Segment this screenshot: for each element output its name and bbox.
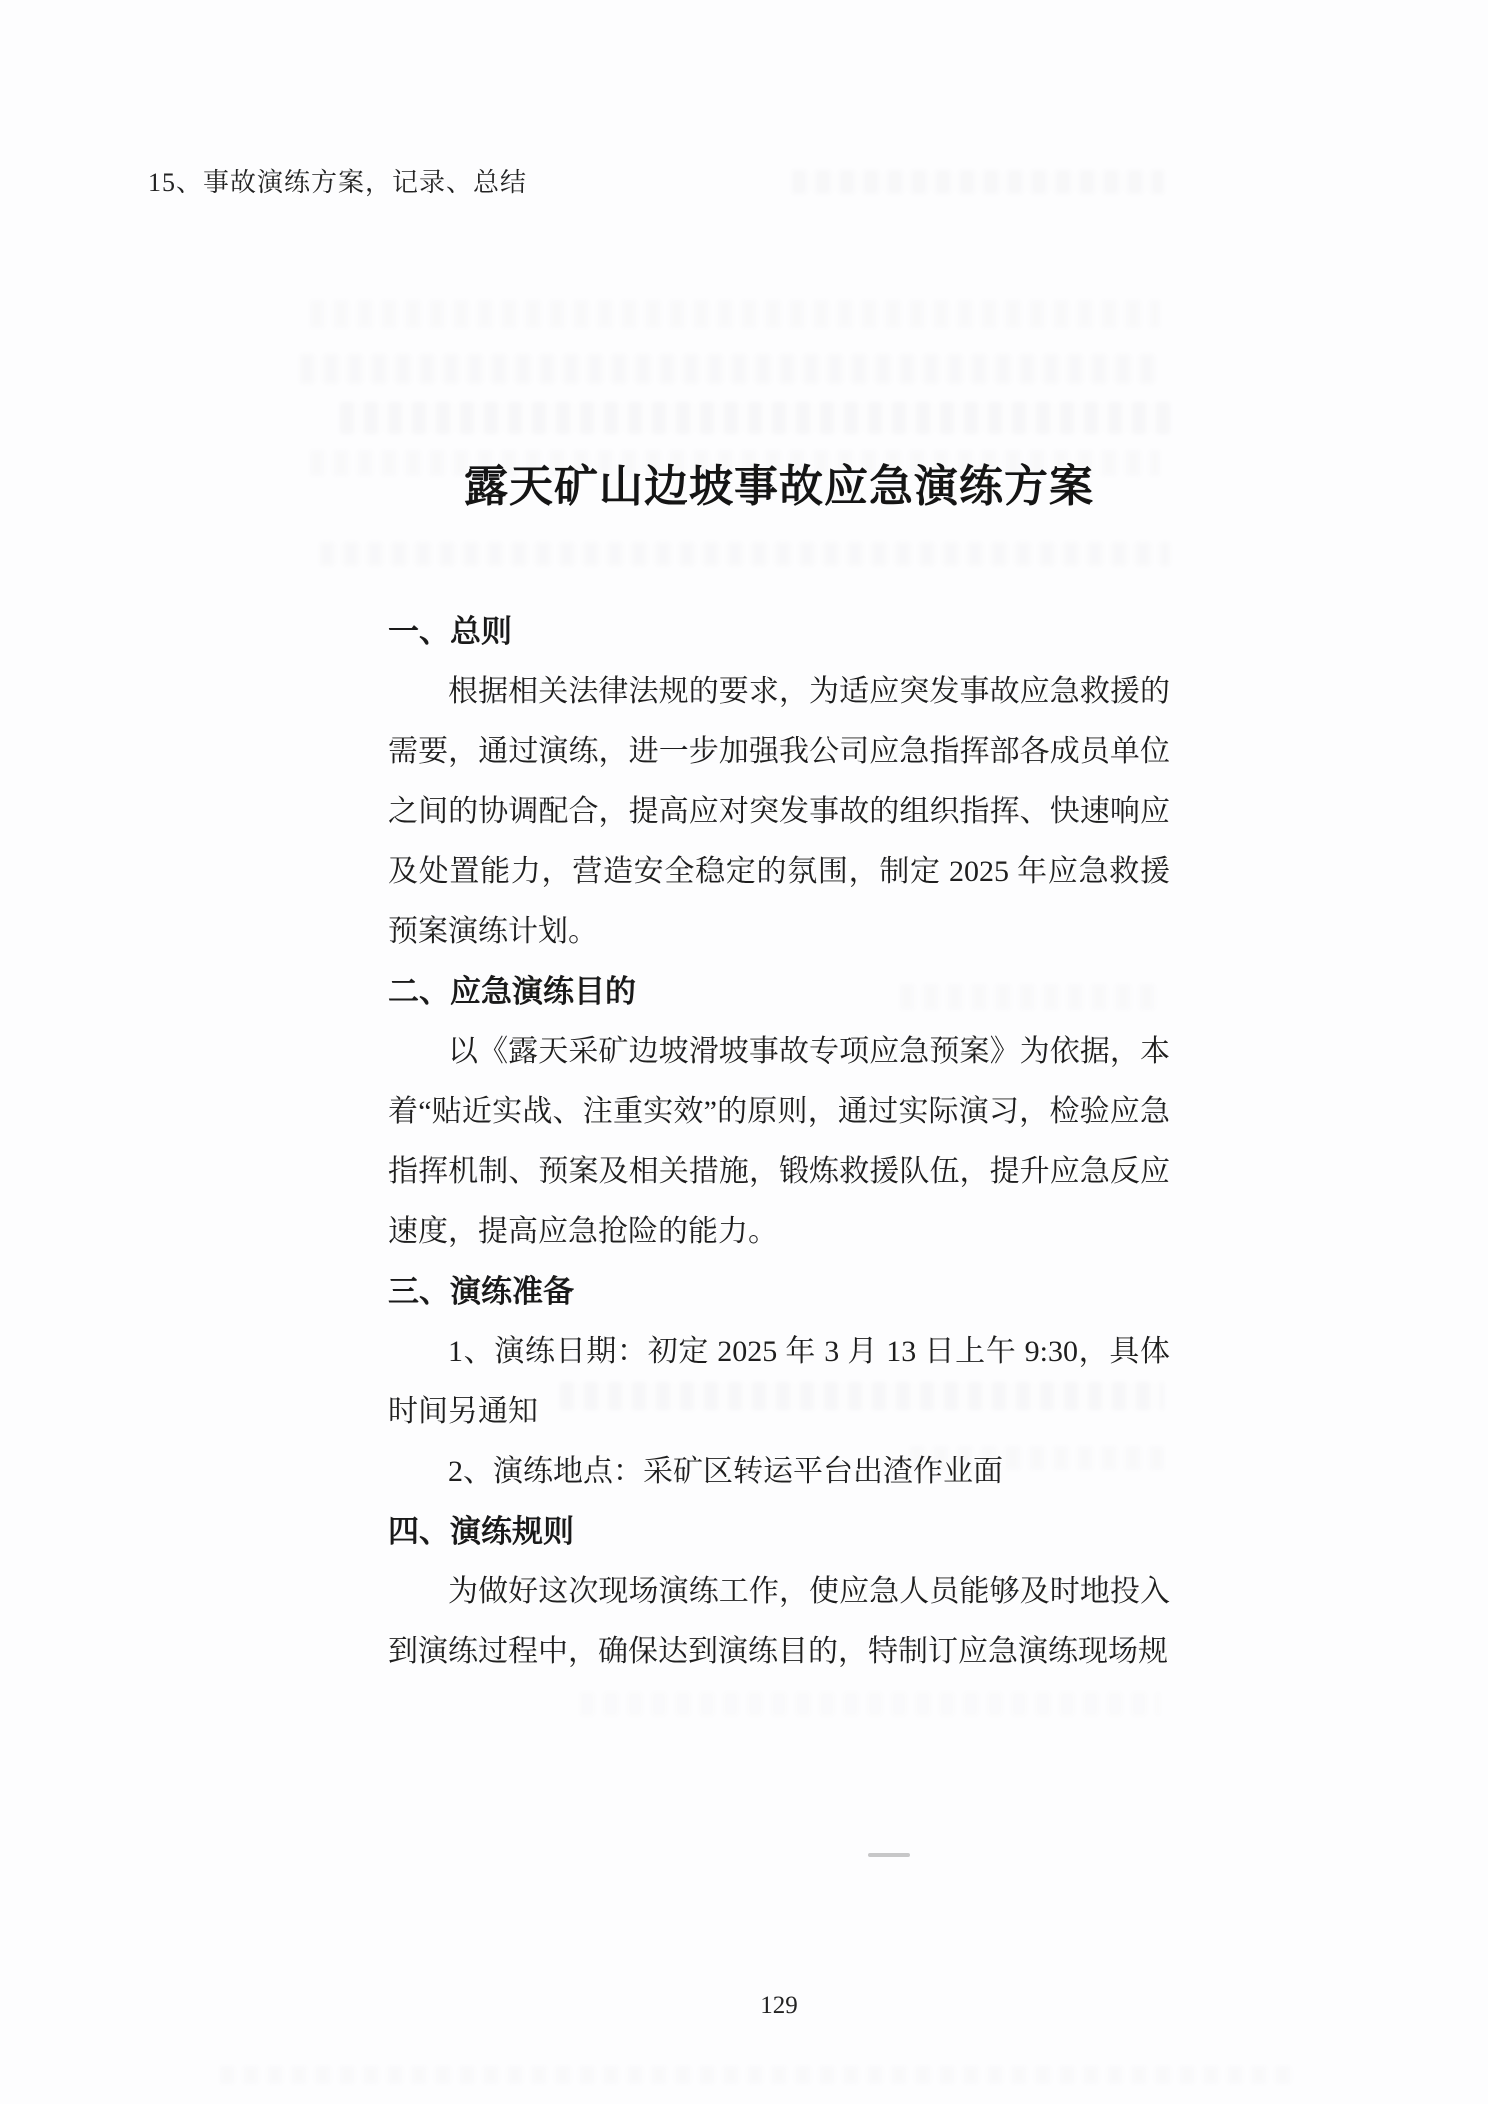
scan-artifact <box>340 402 1170 434</box>
scan-artifact <box>792 170 1164 194</box>
section-heading-drill-preparation: 三、演练准备 <box>388 1274 574 1309</box>
section-heading-drill-rules: 四、演练规则 <box>388 1514 574 1549</box>
scan-artifact <box>310 300 1160 328</box>
list-item-drill-location: 2、演练地点：采矿区转运平台出渣作业面 <box>448 1455 1003 1488</box>
page-header: 15、事故演练方案，记录、总结 <box>148 168 528 197</box>
page-number: 129 <box>760 1992 798 2019</box>
document-title: 露天矿山边坡事故应急演练方案 <box>464 462 1094 511</box>
body-paragraph: 以《露天采矿边坡滑坡事故专项应急预案》为依据，本着“贴近实战、注重实效”的原则，通过实际演习，检验应急指挥机制、预案及相关措施，锻炼救援队伍，提升应急反应速度，提高应急抢险的能力。 <box>388 1035 1170 1248</box>
section-heading-general-rules: 一、总则 <box>388 614 512 649</box>
scan-artifact <box>220 2066 1300 2084</box>
scan-artifact-dash <box>868 1853 910 1857</box>
scan-artifact <box>300 354 1160 384</box>
document-body <box>388 460 1170 1682</box>
section-heading-drill-purpose: 二、应急演练目的 <box>388 974 636 1009</box>
list-item-drill-date: 1、演练日期：初定 2025 年 3 月 13 日上午 9:30，具体时间另通知 <box>388 1335 1170 1428</box>
body-paragraph: 为做好这次现场演练工作，使应急人员能够及时地投入到演练过程中，确保达到演练目的，特制订应急演练现场规 <box>388 1575 1170 1668</box>
body-paragraph: 根据相关法律法规的要求，为适应突发事故应急救援的需要，通过演练，进一步加强我公司应急指挥部各成员单位之间的协调配合，提高应对突发事故的组织指挥、快速响应及处置能力，营造安全稳定的氛围，制定 2025 年应急救援预案演练计划。 <box>388 675 1170 948</box>
scan-artifact <box>580 1692 1160 1716</box>
